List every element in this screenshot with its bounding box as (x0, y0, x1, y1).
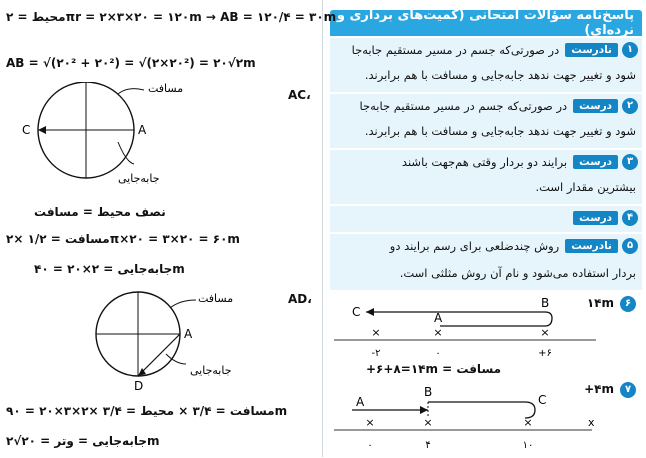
point-A: A (138, 123, 147, 137)
status-badge: نادرست (565, 239, 618, 253)
tick-label: ۰ (367, 440, 373, 451)
question-6 (330, 292, 642, 376)
answer-header (330, 10, 642, 36)
question-1 (330, 38, 642, 92)
tick-label: ۰ (435, 348, 441, 359)
question-number: ۳ (622, 154, 638, 170)
circle-diagram-ad (86, 288, 286, 398)
point-C: C (352, 305, 361, 319)
answer-text: برایند دو بردار وقتی هم‌جهت باشند (401, 155, 568, 169)
answer-text: شود و تغییر جهت ندهد جابه‌جایی و مسافت با هم برابرند. (364, 68, 636, 82)
number-line-diagram (330, 296, 600, 366)
point-D: D (134, 379, 144, 393)
header-title: پاسخ‌نامه سؤالات امتحانی (کمیت‌های برداری و نرده‌ای) (336, 8, 634, 38)
status-badge: درست (573, 99, 618, 113)
path-curve (545, 312, 552, 326)
question-number: ۶ (620, 296, 636, 312)
displacement-equation: جابه‌جایی = ۲×۲۰ = ۴۰m (34, 262, 185, 276)
tick-label: +۶ (538, 348, 552, 359)
point-B: B (541, 296, 550, 310)
status-badge: نادرست (565, 43, 618, 57)
axis-label: x (588, 416, 595, 429)
arrow-head-icon (38, 126, 46, 134)
question-4 (330, 206, 642, 232)
status-badge: درست (573, 155, 618, 169)
question-number: ۵ (622, 238, 638, 254)
tick-label: ۱۰ (522, 440, 534, 451)
tick-label: ۴ (425, 440, 431, 451)
svg-text:×: × (433, 326, 443, 339)
point-C: C (22, 123, 31, 137)
point-B: B (424, 385, 433, 399)
question-number: ۴ (622, 210, 638, 226)
answer-text: در صورتی‌که جسم در مسیر مستقیم جابه‌جا (351, 43, 560, 57)
question-number: ۷ (620, 382, 636, 398)
point-A: A (434, 311, 443, 325)
half-circumference-equation: نصف محیط = مسافت (34, 205, 166, 219)
distance-equation-ad: مسافت = ۳/۴ × محیط = ۳/۴ ×۲×۳×۲۰ = ۹۰m (6, 404, 288, 418)
svg-text:×: × (423, 416, 433, 429)
circumference-equation: محیط = ۲πr = ۲×۳×۲۰ = ۱۲۰m → AB = ۱۲۰/۴ = ۳۰m (6, 10, 337, 24)
svg-text:×: × (365, 416, 375, 429)
displacement-label: جابه‌جایی (190, 364, 232, 377)
circle-diagram-ac (18, 82, 198, 192)
question-3 (330, 150, 642, 204)
section-label-ad: AD، (288, 292, 312, 306)
answer-text: شود و تغییر جهت ندهد جابه‌جایی و مسافت با هم برابرند. (364, 124, 636, 138)
answer-value: ۱۴m (586, 296, 614, 310)
distance-label: مسافت (198, 292, 234, 305)
distance-equation: مسافت = ۱/۲ ×۲π×۲۰ = ۳×۲۰ = ۶۰m (6, 232, 240, 246)
svg-text:×: × (540, 326, 550, 339)
answer-text: بردار استفاده می‌شود و نام آن روش مثلثی است. (399, 266, 636, 280)
answer-text: بیشترین مقدار است. (535, 180, 636, 194)
point-A: A (356, 395, 365, 409)
svg-text:×: × (371, 326, 381, 339)
distance-label: مسافت (148, 82, 184, 95)
arrow-head-icon (420, 406, 428, 414)
svg-text:×: × (523, 416, 533, 429)
question-7 (330, 378, 642, 458)
point-A: A (184, 327, 193, 341)
displacement-label: جابه‌جایی (118, 172, 160, 185)
distance-equation: +۶+۸=۱۴m = مسافت (366, 362, 502, 376)
answer-value: +۴m (584, 382, 614, 396)
question-5 (330, 234, 642, 290)
number-line-diagram (330, 382, 600, 458)
tick-label: -۲ (371, 348, 381, 359)
column-divider (322, 0, 323, 457)
status-badge: درست (573, 211, 618, 225)
chord-equation: AB = √(۲۰² + ۲۰²) = √(۲×۲۰²) = ۲۰√۲m (6, 56, 256, 70)
question-2 (330, 94, 642, 148)
answer-text: در صورتی‌که جسم در مسیر مستقیم جابه‌جا (359, 99, 568, 113)
section-label-ac: AC، (288, 88, 311, 102)
arrow-head-icon (366, 308, 374, 316)
chord-displacement-equation: جابه‌جایی = وتر = ۲۰√۲m (6, 434, 160, 448)
question-number: ۲ (622, 98, 638, 114)
answer-text: روش چندضلعی برای رسم برایند دو (389, 239, 560, 253)
point-C: C (538, 393, 547, 407)
question-number: ۱ (622, 42, 638, 58)
